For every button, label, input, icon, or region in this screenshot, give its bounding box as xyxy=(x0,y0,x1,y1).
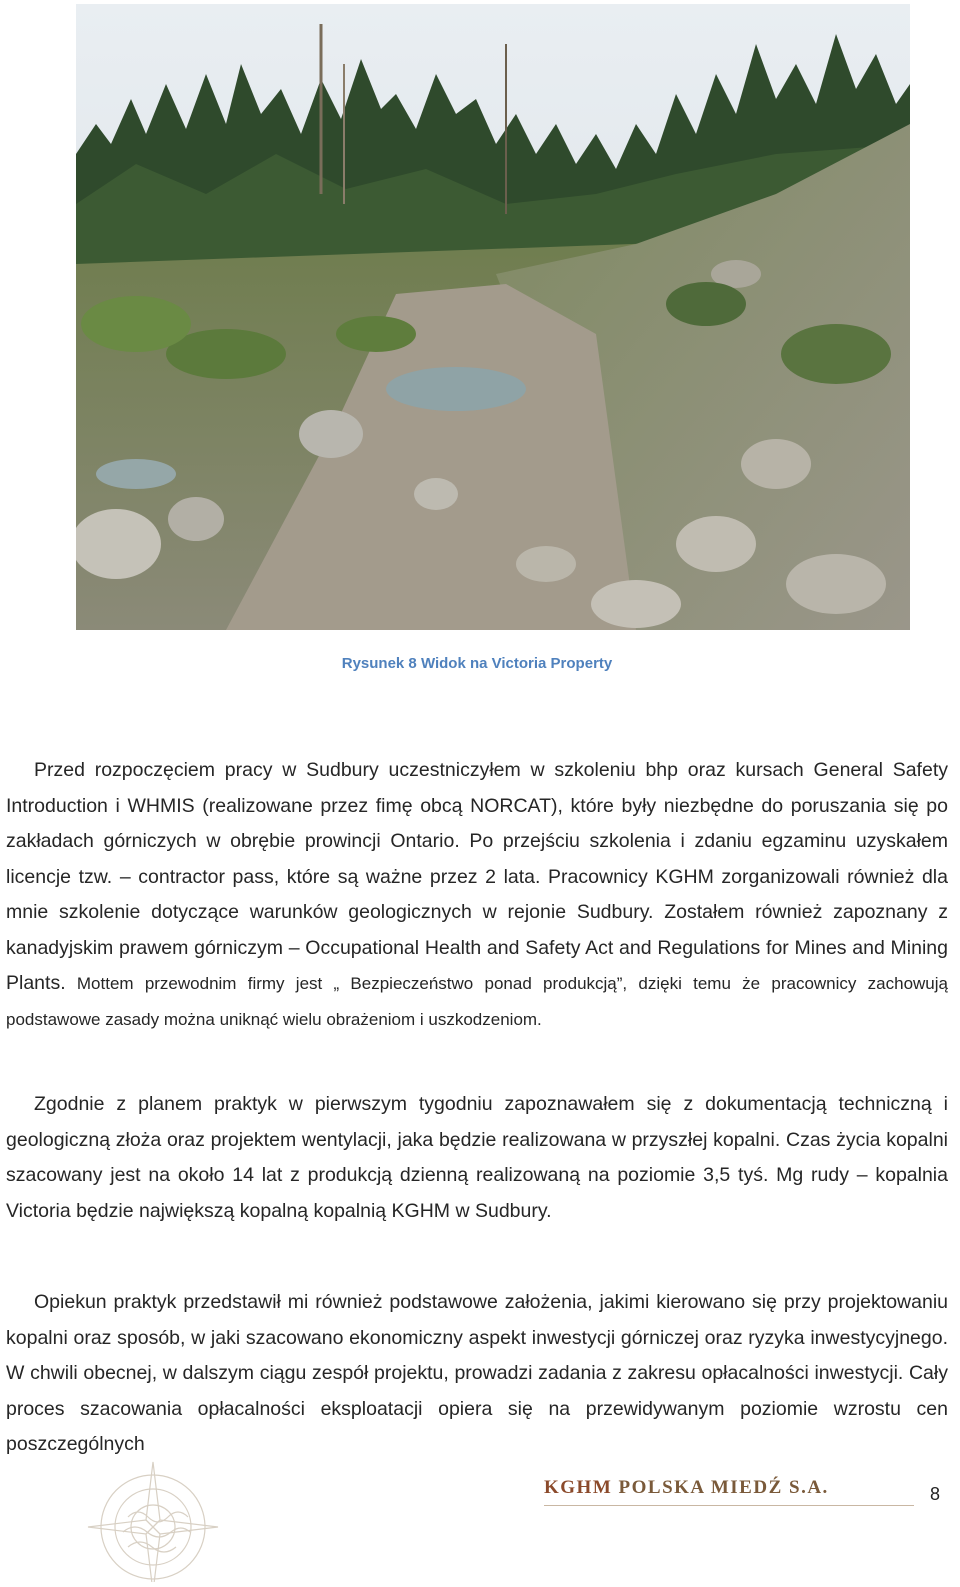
footer-divider xyxy=(544,1505,914,1506)
paragraph-2 xyxy=(6,1087,948,1229)
paragraph-3-text: Opiekun praktyk przedstawił mi również podstawowe założenia, jakimi kierowano się przy projektowaniu kopalni oraz sposób, w jaki szacowano ekonomiczny aspekt inwestycji górniczej oraz ryzyka inwestycyjnego. W chwili obecnej, w dalszym ciągu zespół projektu, prowadzi zadania z zakresu opłacalności inwestycji. Cały proces szacowania opłacalności eksploatacji opiera się na przewidywanym poziomie wzrostu cen poszczególnych xyxy=(6,1291,948,1455)
paragraph-1-text: Przed rozpoczęciem pracy w Sudbury uczestniczyłem w szkoleniu bhp oraz kursach General Safety Introduction i WHMIS (realizowane przez fimę obcą NORCAT), które były niezbędne do poruszania się po zakładach górniczych w obrębie prowincji Ontario. Po przejściu szkolenia i zdaniu egzaminu uzyskałem licencje tzw. – contractor pass, które są ważne przez 2 lata. Pracownicy KGHM zorganizowali również dla mnie szkolenie dotyczące warunków geologicznych w rejonie Sudbury. Zostałem również zapoznany z kanadyjskim prawem górniczym – Occupational Health and Safety Act and Regulations for Mines and Mining Plants. xyxy=(6,759,948,994)
paragraph-3 xyxy=(6,1285,948,1463)
site-photo-illustration xyxy=(76,4,910,630)
compass-rose-emblem-icon xyxy=(78,1452,228,1582)
paragraph-2-text: Zgodnie z planem praktyk w pierwszym tygodniu zapoznawałem się z dokumentacją techniczną i geologiczną złoża oraz projektem wentylacji, jaka będzie realizowana w przyszłej kopalni. Czas życia kopalni szacowany jest na około 14 lat z produkcją dzienną realizowaną na poziomie 3,5 tyś. Mg rudy – kopalnia Victoria będzie największą kopalną kopalnią KGHM w Sudbury. xyxy=(6,1093,948,1222)
paragraph-1-motto: Mottem przewodnim firmy jest „ Bezpieczeństwo ponad produkcją”, dzięki temu że pracownicy zachowują podstawowe zasady można uniknąć wielu obrażeniom i uszkodzeniom. xyxy=(6,974,948,1029)
site-photo xyxy=(76,4,910,630)
company-brand: KGHM xyxy=(544,1477,613,1498)
page-number: 8 xyxy=(930,1484,941,1504)
footer-company-name xyxy=(544,1477,829,1499)
figure-caption: Rysunek 8 Widok na Victoria Property xyxy=(341,655,613,672)
paragraph-1 xyxy=(6,753,948,1037)
company-name-rest: POLSKA MIEDŹ S.A. xyxy=(612,1477,829,1498)
